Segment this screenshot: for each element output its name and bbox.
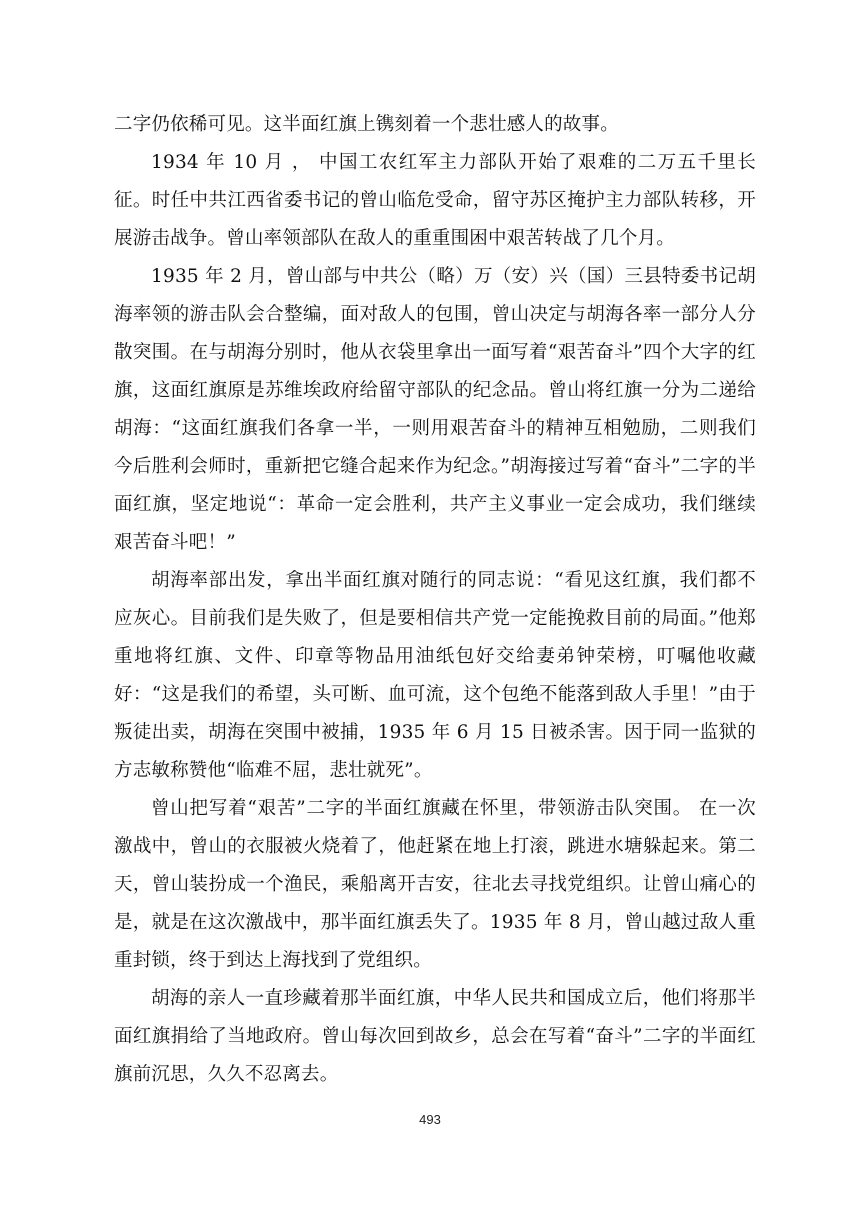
page-number: 493 bbox=[419, 1112, 441, 1127]
paragraph-hu-hai: 胡海率部出发，拿出半面红旗对随行的同志说：“看见这红旗，我们都不应灰心。目前我们是失败了，但是要相信共产党一定能挽救目前的局面。”他郑重地将红旗、文件、印章等物品用油纸包好交给妻弟钟荣榜，叮嘱他收藏好：“这是我们的希望，头可断、血可流，这个包绝不能落到敌人手里！”由于叛徒出卖，胡海在突围中被捕，1935 年 6 月 15 日被杀害。因于同一监狱的方志敏称赞他“临难不屈，悲壮就死”。 bbox=[114, 570, 756, 781]
document-body bbox=[114, 106, 756, 1094]
paragraph-long-march: 1934 年 10 月 ， 中国工农红军主力部队开始了艰难的二万五千里长征。时任中共江西省委书记的曾山临危受命，留守苏区掩护主力部队转移，开展游击战争。曾山率领部队在敌人的重重围困中艰苦转战了几个月。 bbox=[114, 152, 756, 249]
paragraph-zeng-shan: 曾山把写着“艰苦”二字的半面红旗藏在怀里，带领游击队突围。 在一次激战中，曾山的衣服被火烧着了，他赶紧在地上打滚，跳进水塘躲起来。第二天，曾山装扮成一个渔民，乘船离开吉安，往北去寻找党组织。让曾山痛心的是，就是在这次激战中，那半面红旗丢失了。1935 年 8 月，曾山越过敌人重重封锁，终于到达上海找到了党组织。 bbox=[114, 798, 756, 971]
paragraph-family-donation: 胡海的亲人一直珍藏着那半面红旗，中华人民共和国成立后，他们将那半面红旗捐给了当地政府。曾山每次回到故乡，总会在写着“奋斗”二字的半面红旗前沉思，久久不忍离去。 bbox=[114, 988, 756, 1085]
paragraph-continuation: 二字仍依稀可见。这半面红旗上镌刻着一个悲壮感人的故事。 bbox=[114, 114, 619, 135]
paragraph-red-flag-split: 1935 年 2 月，曾山部与中共公（略）万（安）兴（国）三县特委书记胡海率领的游击队会合整编，面对敌人的包围，曾山决定与胡海各率一部分人分散突围。在与胡海分别时，他从衣袋里拿出一面写着“艰苦奋斗”四个大字的红旗，这面红旗原是苏维埃政府给留守部队的纪念品。曾山将红旗一分为二递给胡海：“这面红旗我们各拿一半，一则用艰苦奋斗的精神互相勉励，二则我们今后胜利会师时，重新把它缝合起来作为纪念。”胡海接过写着“奋斗”二字的半面红旗，坚定地说“：革命一定会胜利，共产主义事业一定会成功，我们继续艰苦奋斗吧！” bbox=[114, 266, 756, 553]
